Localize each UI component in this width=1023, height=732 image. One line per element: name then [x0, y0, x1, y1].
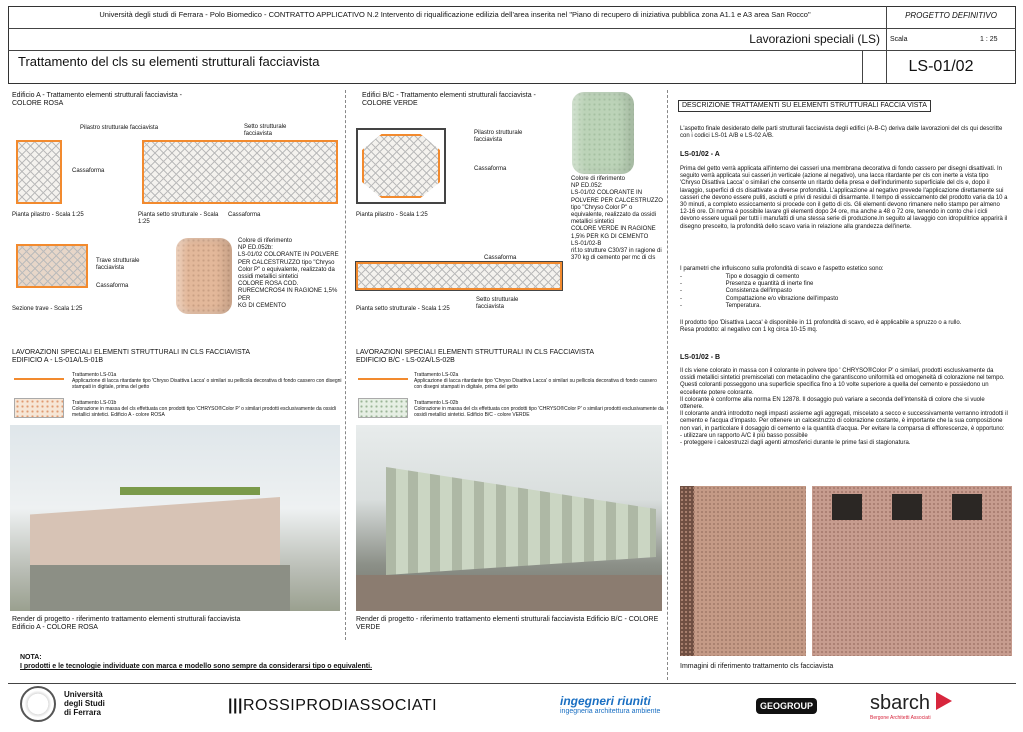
ingegneri-riuniti-logo: ingegneri riuniti ingegneria architettura ambiente — [560, 694, 661, 715]
note-title: NOTA: — [20, 654, 42, 661]
desc-a-text: Prima del getto verrà applicata all'interno dei casseri una membrana decorativa di fondo cassero per disegni disattivati. In seguito verrà applicata sui casseri,in verticale (azione al negativo), una lacca ritardante per cls con inerte a vista tipo 'Chryso Disattiva Lacca' o similari che consente un ritardo della presa e dell'indurimento superficiale del cls e, dopo il lavaggio, superfici di cls disattivate a diverse profondità. L'applicazione al negativo prevede l'applicazione direttamente sui casseri che devono essere puliti, asciutti e privi di residui di disarmante. Il tempo di essiccamento del prodotto varia da 10 a 30 minuti, a completo essiccamento si procede con il getto di cls. Gli elementi devono rimanere nello stampo per almeno 12-16 ore. Di norma è possibile lavare gli elementi dopo 24 ore, ma anche a 48 o 72 ore, tenendo in conto che i cicli devono essere uguali per tutti i manufatti di una stessa serie di produzione.In seguito al lavaggio con idropulitrice apparirà il disegno prescelto, la profondità dello scavo varia in relazione alla grandezza dell'inerte. — [680, 166, 1008, 230]
render-verde-caption: Render di progetto - riferimento trattamento elementi strutturali facciavista Edificio B/C - COLORE VERDE — [356, 616, 659, 632]
legend-line-swatch-verde — [358, 378, 408, 380]
pilastro-verde-plan — [356, 128, 446, 204]
render-rosa — [10, 425, 340, 611]
sheet-title: Trattamento del cls su elementi strutturali facciavista — [18, 54, 320, 69]
rossi-mark-icon: ||| — [228, 697, 243, 714]
desc-b-title: LS-01/02 - B — [680, 354, 721, 361]
unife-seal-logo — [20, 686, 56, 722]
desc-title: DESCRIZIONE TRATTAMENTI SU ELEMENTI STRUTTURALI FACCIA VISTA — [678, 100, 931, 112]
caption-setto-verde: Pianta setto strutturale - Scala 1:25 — [356, 306, 450, 312]
caption-pilastro-verde: Pianta pilastro - Scala 1:25 — [356, 212, 428, 218]
label-setto: Setto strutturale facciavista — [244, 124, 287, 138]
desc-a-tail: Il prodotto tipo 'Disattiva Lacca' è disponibile in 11 profondità di scavo, ed è applicabile a spruzzo o a rullo. Resa prodotto: al negativo con 1 kg circa 10-15 mq. — [680, 320, 962, 334]
setto-rosa-plan — [142, 140, 338, 204]
legend-1: Trattamento LS-01a Applicazione di lacca ritardante tipo 'Chryso Disattiva Lacca' o similari su pellicola decorativa di fondo cassero con disegni stampati in digitale, prima del getto — [72, 372, 342, 390]
list-item: - Tipo e dosaggio di cemento — [680, 274, 800, 280]
column-divider — [667, 90, 668, 680]
project-phase: PROGETTO DEFINITIVO — [905, 11, 997, 20]
desc-a-list — [680, 274, 1008, 310]
label-cassaforma: Cassaforma — [72, 168, 105, 174]
reference-caption: Immagini di riferimento trattamento cls facciavista — [680, 663, 834, 670]
legend-hatch-swatch — [14, 398, 64, 418]
unife-name: Università degli Studi di Ferrara — [64, 690, 105, 718]
label-cassaforma-trave: Cassaforma — [96, 283, 129, 289]
column-divider — [345, 90, 346, 640]
scale-label: Scala — [890, 36, 908, 43]
works-heading-bc: LAVORAZIONI SPECIALI ELEMENTI STRUTTURALI IN CLS FACCIAVISTA EDIFICIO B/C - LS-02A/LS-02B — [356, 349, 595, 365]
label-pilastro-verde: Pilastro strutturale facciavista — [474, 130, 523, 144]
legend-hatch-swatch-verde — [358, 398, 408, 418]
desc-b-text: Il cls viene colorato in massa con il colorante in polvere tipo ' CHRYSO®Color P' o similari, prodotti esclusivamente da ossidi metallici sintetici premiscelati con metacaolino che garantiscono uniformità ed omogeneità di colorazione nel tempo. Questi coloranti posseggono una superficie specifica fino a 10 volte superiore a quella del cemento e possiedono un eccellente potere colorante. Il colorante è conforme alla norma EN 12878. Il dosaggio può variare a seconda dell'intensità di colore che si vuole ottenere. Il colorante andrà introdotto negli impasti assieme agli aggregati, miscelato a secco e successivamente verranno introdotti il cemento e l'acqua d'impasto. Per ottenere un calcestruzzo di colorazione costante, è importante che la sua composizione non vari, in particolare il dosaggio di cemento e la quantità d'acqua. Per evitare la comparsa di efflorescenze, è opportuno: - utilizzare un rapporto A/C il più basso possibile - proteggere i calcestruzzi dagli agenti atmosferici durante le prime fasi di stagionatura. — [680, 368, 1008, 446]
pilastro-rosa-plan — [16, 140, 62, 204]
label-pilastro: Pilastro strutturale facciavista — [80, 125, 159, 131]
left-heading: Edificio A - Trattamento elementi strutturali facciavista - COLORE ROSA — [12, 92, 183, 108]
render-rosa-caption: Render di progetto - riferimento trattamento elementi strutturali facciavista Edificio A - COLORE ROSA — [12, 616, 241, 632]
category: Lavorazioni speciali (LS) — [749, 32, 880, 46]
label-setto-verde: Setto strutturale facciavista — [476, 297, 519, 311]
sample-rosa-text: Colore di riferimento NP ED.052b: LS-01/02 COLORANTE IN POLVERE PER CALCESTRUZZO tipo "Chryso Color P" o equivalente, realizzato da ossidi metallici sintetici COLORE ROSA COD. RURECMCROS4 IN RAGIONE 1,5% PER KG DI CEMENTO — [238, 238, 339, 309]
desc-a-params: I parametri che influiscono sulla profondità di scavo e l'aspetto estetico sono: — [680, 266, 884, 272]
label-cassaforma-setto-verde: Cassaforma — [484, 255, 517, 261]
list-item: - Temperatura. — [680, 302, 762, 309]
sheet-code: LS-01/02 — [908, 58, 974, 75]
note-text: I prodotti e le tecnologie individuate con marca e modello sono sempre da considerarsi tipo o equivalenti. — [20, 663, 373, 670]
rossi-logo: |||ROSSIPRODIASSOCIATI — [228, 697, 438, 714]
list-item: - Presenza e quantità di inerte fine — [680, 281, 814, 288]
render-verde — [356, 425, 662, 611]
reference-photo-1 — [680, 486, 806, 656]
list-item: - Consistenza dell'impasto — [680, 288, 792, 295]
caption-setto: Pianta setto strutturale - Scala 1:25 — [138, 212, 219, 226]
label-cassaforma-verde: Cassaforma — [474, 166, 507, 172]
project-line: Università degli studi di Ferrara - Polo Biomedico - CONTRATTO APPLICATIVO N.2 Intervento di riqualificazione edilizia dell'area inserita nel "Piano di recupero di iniziativa pubblica zona A1.1 e A3 area San Rocco" — [99, 10, 811, 19]
caption-trave: Sezione trave - Scala 1:25 — [12, 306, 83, 312]
legend-2: Trattamento LS-01b Colorazione in massa del cls effettuata con prodotti tipo 'CHRYSO®Color P' o similari prodotti esclusivamente da ossidi metallici sintetici. Edificio A - colore ROSA — [72, 400, 336, 418]
legend-2-verde: Trattamento LS-02b Colorazione in massa del cls effettuata con prodotti tipo 'CHRYSO®Color P' o similari prodotti esclusivamente da ossidi metallici sintetici. Edificio B/C - colore VERDE — [414, 400, 664, 418]
list-item: - Compattazione e/o vibrazione dell'impasto — [680, 295, 839, 302]
scale-value: 1 : 25 — [980, 36, 998, 43]
sample-verde-text: Colore di riferimento NP ED.052: LS-01/02 COLORANTE IN POLVERE PER CALCESTRUZZO tipo "Chryso Color P" o equivalente, realizzato da ossidi metallici sintetici COLORE VERDE IN RAGIONE 1,5% PER KG DI CEMENTO LS-01/02-B rif.to strutture C30/37 in ragione di 370 kg di cemento per mc di cls — [571, 176, 663, 262]
geogroup-logo: GEOGROUP — [756, 698, 817, 714]
legend-line-swatch — [14, 378, 64, 380]
setto-verde-plan — [356, 262, 562, 290]
sample-verde — [572, 92, 634, 174]
label-trave: Trave strutturale facciavista — [96, 258, 140, 272]
trave-rosa-section — [16, 244, 88, 288]
sbarch-flag-icon — [936, 692, 952, 710]
works-heading-a: LAVORAZIONI SPECIALI ELEMENTI STRUTTURALI IN CLS FACCIAVISTA EDIFICIO A - LS-01A/LS-01B — [12, 349, 251, 365]
sbarch-logo: sbarch Bergone Architetti Associati — [870, 692, 952, 721]
desc-intro: L'aspetto finale desiderato delle parti strutturali facciavista degli edifici (A-B-C) deriva dalle lavorazioni del cls qui descritte con i codici LS-01 A/B e LS-02 A/B. — [680, 126, 1003, 140]
sample-rosa — [176, 238, 232, 314]
desc-a-title: LS-01/02 - A — [680, 151, 720, 158]
legend-1-verde: Trattamento LS-02a Applicazione di lacca ritardante tipo 'Chryso Disattiva Lacca' o similari su pellicola decorativa di fondo cassero con disegni stampati in digitale, prima del getto — [414, 372, 657, 390]
mid-heading: Edifici B/C - Trattamento elementi strutturali facciavista - COLORE VERDE — [362, 92, 536, 108]
caption-pilastro: Pianta pilastro - Scala 1:25 — [12, 212, 84, 218]
reference-photo-2 — [812, 486, 1012, 656]
label-cassaforma-setto: Cassaforma — [228, 212, 261, 218]
